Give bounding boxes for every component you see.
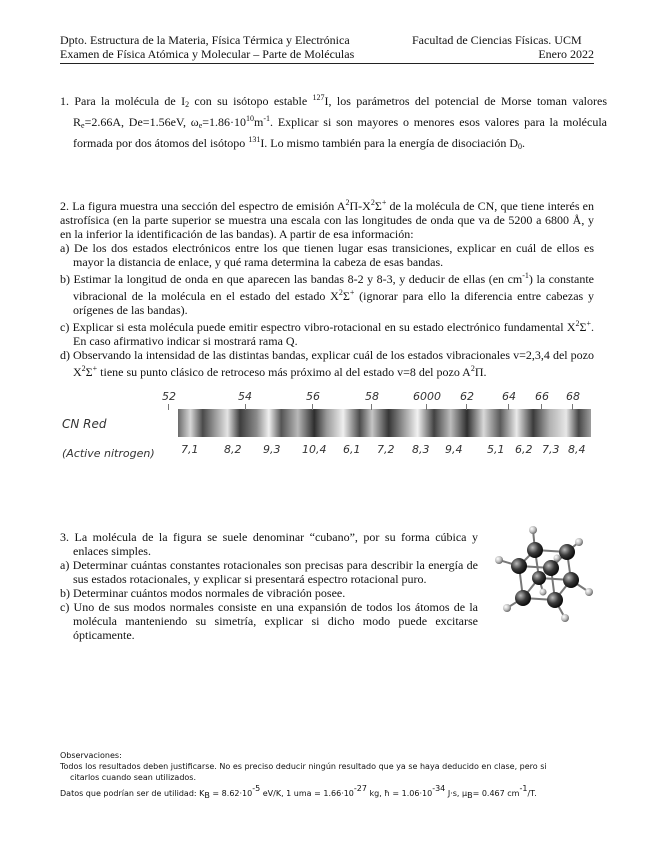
exam-title: Examen de Física Atómica y Molecular – Parte de Moléculas — [60, 47, 355, 61]
tick-mark — [426, 404, 427, 410]
question-2d: d) Observando la intensidad de las distintas bandas, explicar cuál de los estados vibracionales v=2,3,4 del pozo $X^2\Sigma^+$ tiene su punto clásico de retroceso más próximo al del estado v=8 del pozo $A^2\Pi$. — [60, 348, 594, 379]
department-name: Dpto. Estructura de la Materia, Física Térmica y Electrónica — [60, 33, 350, 47]
spectrum-label-cn-red: CN Red — [62, 417, 107, 431]
band-id: 7,1 — [181, 443, 199, 456]
useful-data: Datos que podrían ser de utilidad: KB = 8.62·10-5 eV/K, 1 uma = 1.66·10-27 kg, ħ = 1.06·10-34 J·s, μB= 0.467 cm-1/T. — [60, 784, 537, 800]
tick-mark — [541, 404, 542, 410]
question-2-intro: 2. La figura muestra una sección del espectro de emisión $A^2\Pi-X^2\Sigma^+$ de la molécula de CN, que tiene interés en astrofísica (en la parte superior se muestra una escala con las longitudes de onda que va de 5200 a 6800 Å, y en la inferior la identificación de las bandas). A partir de esa información: — [60, 198, 595, 241]
cubane-molecule-figure — [485, 520, 600, 630]
wavelength-tick: 62 — [460, 390, 474, 403]
carbon-atoms — [511, 542, 579, 608]
question-2 — [60, 196, 594, 379]
question-2c: c) Explicar si esta molécula puede emitir espectro vibro-rotacional en su estado electrónico fundamental $X^2\Sigma^+$. En caso afirmativo indicar si mostrará rama Q. — [60, 319, 594, 348]
question-3-intro: 3. La molécula de la figura se suele denominar “cubano”, por su forma cúbica y enlaces simples. — [60, 530, 478, 558]
observations-line-1: Todos los resultados deben justificarse. No es preciso deducir ningún resultado que ya se haya deducido en clase, pero si — [60, 762, 547, 771]
band-id: 10,4 — [302, 443, 327, 456]
spectrum-band-strip — [178, 409, 591, 437]
tick-mark — [508, 404, 509, 410]
band-id: 6,1 — [343, 443, 361, 456]
question-3c: c) Uno de sus modos normales consiste en una expansión de todos los átomos de la molécula manteniendo su simetría, explicar si dicho modo puede excitarse ópticamente. — [60, 600, 478, 642]
band-id: 8,3 — [412, 443, 430, 456]
spectrum-label-active-nitrogen: (Active nitrogen) — [62, 447, 155, 460]
band-id: 7,3 — [542, 443, 560, 456]
faculty-name: Facultad de Ciencias Físicas. UCM — [412, 33, 582, 47]
tick-mark — [168, 404, 169, 410]
header-right — [412, 33, 594, 61]
band-id: 5,1 — [487, 443, 505, 456]
observations-line-2: citarlos cuando sean utilizados. — [70, 773, 196, 782]
header-rule — [60, 63, 594, 64]
band-id: 6,2 — [515, 443, 533, 456]
question-3b: b) Determinar cuántos modos normales de vibración posee. — [60, 586, 346, 600]
wavelength-tick: 52 — [162, 390, 176, 403]
question-3 — [60, 530, 478, 642]
band-id: 9,4 — [445, 443, 463, 456]
observations — [60, 750, 600, 801]
tick-mark — [245, 404, 246, 410]
band-id: 8,4 — [568, 443, 586, 456]
wavelength-tick: 66 — [535, 390, 549, 403]
cn-spectrum-figure — [60, 387, 594, 473]
tick-mark — [572, 404, 573, 410]
observations-title: Observaciones: — [60, 751, 122, 760]
question-3a: a) Determinar cuántas constantes rotacionales son precisas para describir la energía de sus estados rotacionales, y explicar si presentará espectro rotacional puro. — [60, 558, 478, 586]
band-id: 7,2 — [377, 443, 395, 456]
question-2a: a) De los dos estados electrónicos entre los que tienen lugar esas transiciones, explicar en cuál de ellos es mayor la distancia de enlace, y qué rama determina la cabeza de esas bandas. — [60, 241, 594, 269]
tick-mark — [371, 404, 372, 410]
header-left — [60, 33, 354, 61]
wavelength-tick: 54 — [238, 390, 252, 403]
wavelength-tick: 64 — [502, 390, 516, 403]
question-1: 1. Para la molécula de $I_2$ con su isótopo estable $^{127}$I, los parámetros del potencial de Morse toman valores $R_e=2.66A$, De=1.56eV, $\omega_e=1.86\cdot 10^{10}m^{-1}$. Explicar si son mayores o menores esos valores para la molécula formada por dos átomos del isótopo $^{131}$I. Lo mismo también para la energía de disociación $D_0$. — [60, 93, 607, 151]
wavelength-tick: 68 — [566, 390, 580, 403]
wavelength-tick: 6000 — [413, 390, 441, 403]
band-id: 9,3 — [263, 443, 281, 456]
band-id: 8,2 — [224, 443, 242, 456]
wavelength-tick: 56 — [306, 390, 320, 403]
question-2b: b) Estimar la longitud de onda en que aparecen las bandas 8-2 y 8-3, y deducir de ellas (en $cm^{-1}$) la constante vibracional de la molécula en el estado del estado $X^2\Sigma^+$ (ignorar para ello la diferencia entre cabezas y orígenes de las bandas). — [60, 271, 594, 317]
exam-date: Enero 2022 — [538, 47, 594, 61]
tick-mark — [312, 404, 313, 410]
tick-mark — [466, 404, 467, 410]
wavelength-tick: 58 — [365, 390, 379, 403]
